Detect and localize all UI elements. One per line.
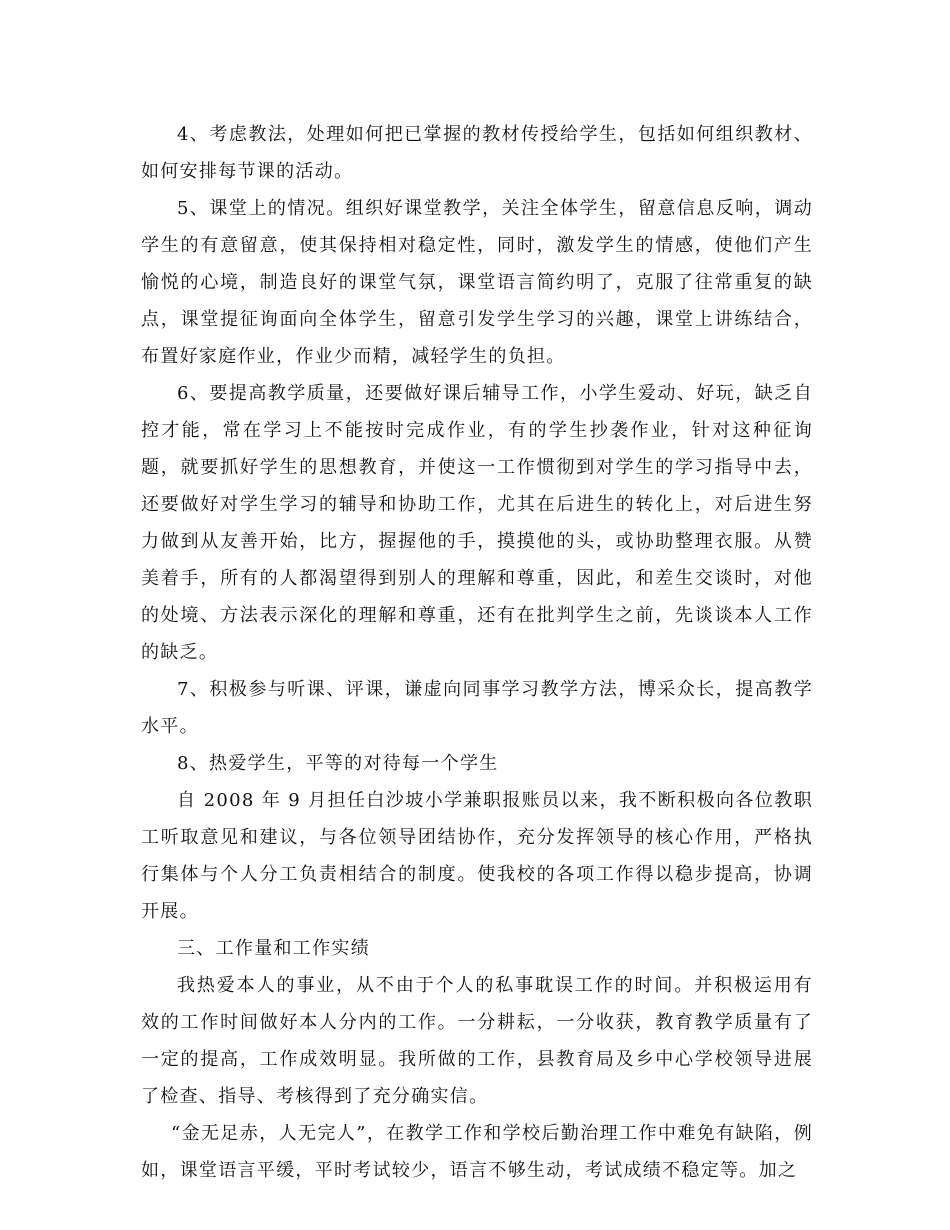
paragraph-item-8: 8、热爱学生，平等的对待每一个学生 <box>177 753 499 774</box>
paragraph-item-6: 6、要提高教学质量，还要做好课后辅导工作，小学生爱动、好玩，缺乏自控才能，常在学习上不能按时完成作业，有的学生抄袭作业，针对这种征询题，就要抓好学生的思想教育，并使这一工作惯彻到对学生的学习指导中去，还要做好对学生学习的辅导和协助工作，尤其在后进生的转化上，对后进生努力做到从友善开始，比方，握握他的手，摸摸他的头，或协助整理衣服。从赞美着手，所有的人都渴望得到别人的理解和尊重，因此，和差生交谈时，对他的处境、方法表示深化的理解和尊重，还有在批判学生之前，先谈谈本人工作的缺乏。 <box>141 383 813 663</box>
paragraph-item-5: 5、课堂上的情况。组织好课堂教学，关注全体学生，留意信息反响，调动学生的有意留意，使其保持相对稳定性，同时，激发学生的情感，使他们产生愉悦的心境，制造良好的课堂气氛，课堂语言简约明了，克服了往常重复的缺点，课堂提征询面向全体学生，留意引发学生学习的兴趣，课堂上讲练结合，布置好家庭作业，作业少而精，减轻学生的负担。 <box>141 198 813 367</box>
paragraph-work-results: 我热爱本人的事业，从不由于个人的私事耽误工作的时间。并积极运用有效的工作时间做好本人分内的工作。一分耕耘，一分收获，教育教学质量有了一定的提高，工作成效明显。我所做的工作，县教育局及乡中心学校领导进展了检查、指导、考核得到了充分确实信。 <box>141 975 813 1107</box>
paragraph-accountant-role: 自 2008 年 9 月担任白沙坡小学兼职报账员以来，我不断积极向各位教职工听取意见和建议，与各位领导团结协作，充分发挥领导的核心作用，严格执行集体与个人分工负责相结合的制度。使我校的各项工作得以稳步提高，协调开展。 <box>141 790 813 922</box>
paragraph-item-4: 4、考虑教法，处理如何把已掌握的教材传授给学生，包括如何组织教材、如何安排每节课的活动。 <box>141 124 813 182</box>
paragraph-shortcomings: “金无足赤，人无完人”，在教学工作和学校后勤治理工作中难免有缺陷，例如，课堂语言平缓，平时考试较少，语言不够生动，考试成绩不稳定等。加之 <box>141 1123 813 1181</box>
paragraph-item-7: 7、积极参与听课、评课，谦虚向同事学习教学方法，博采众长，提高教学水平。 <box>141 679 813 737</box>
document-body <box>141 116 813 1189</box>
section-heading-workload: 三、工作量和工作实绩 <box>177 938 370 959</box>
